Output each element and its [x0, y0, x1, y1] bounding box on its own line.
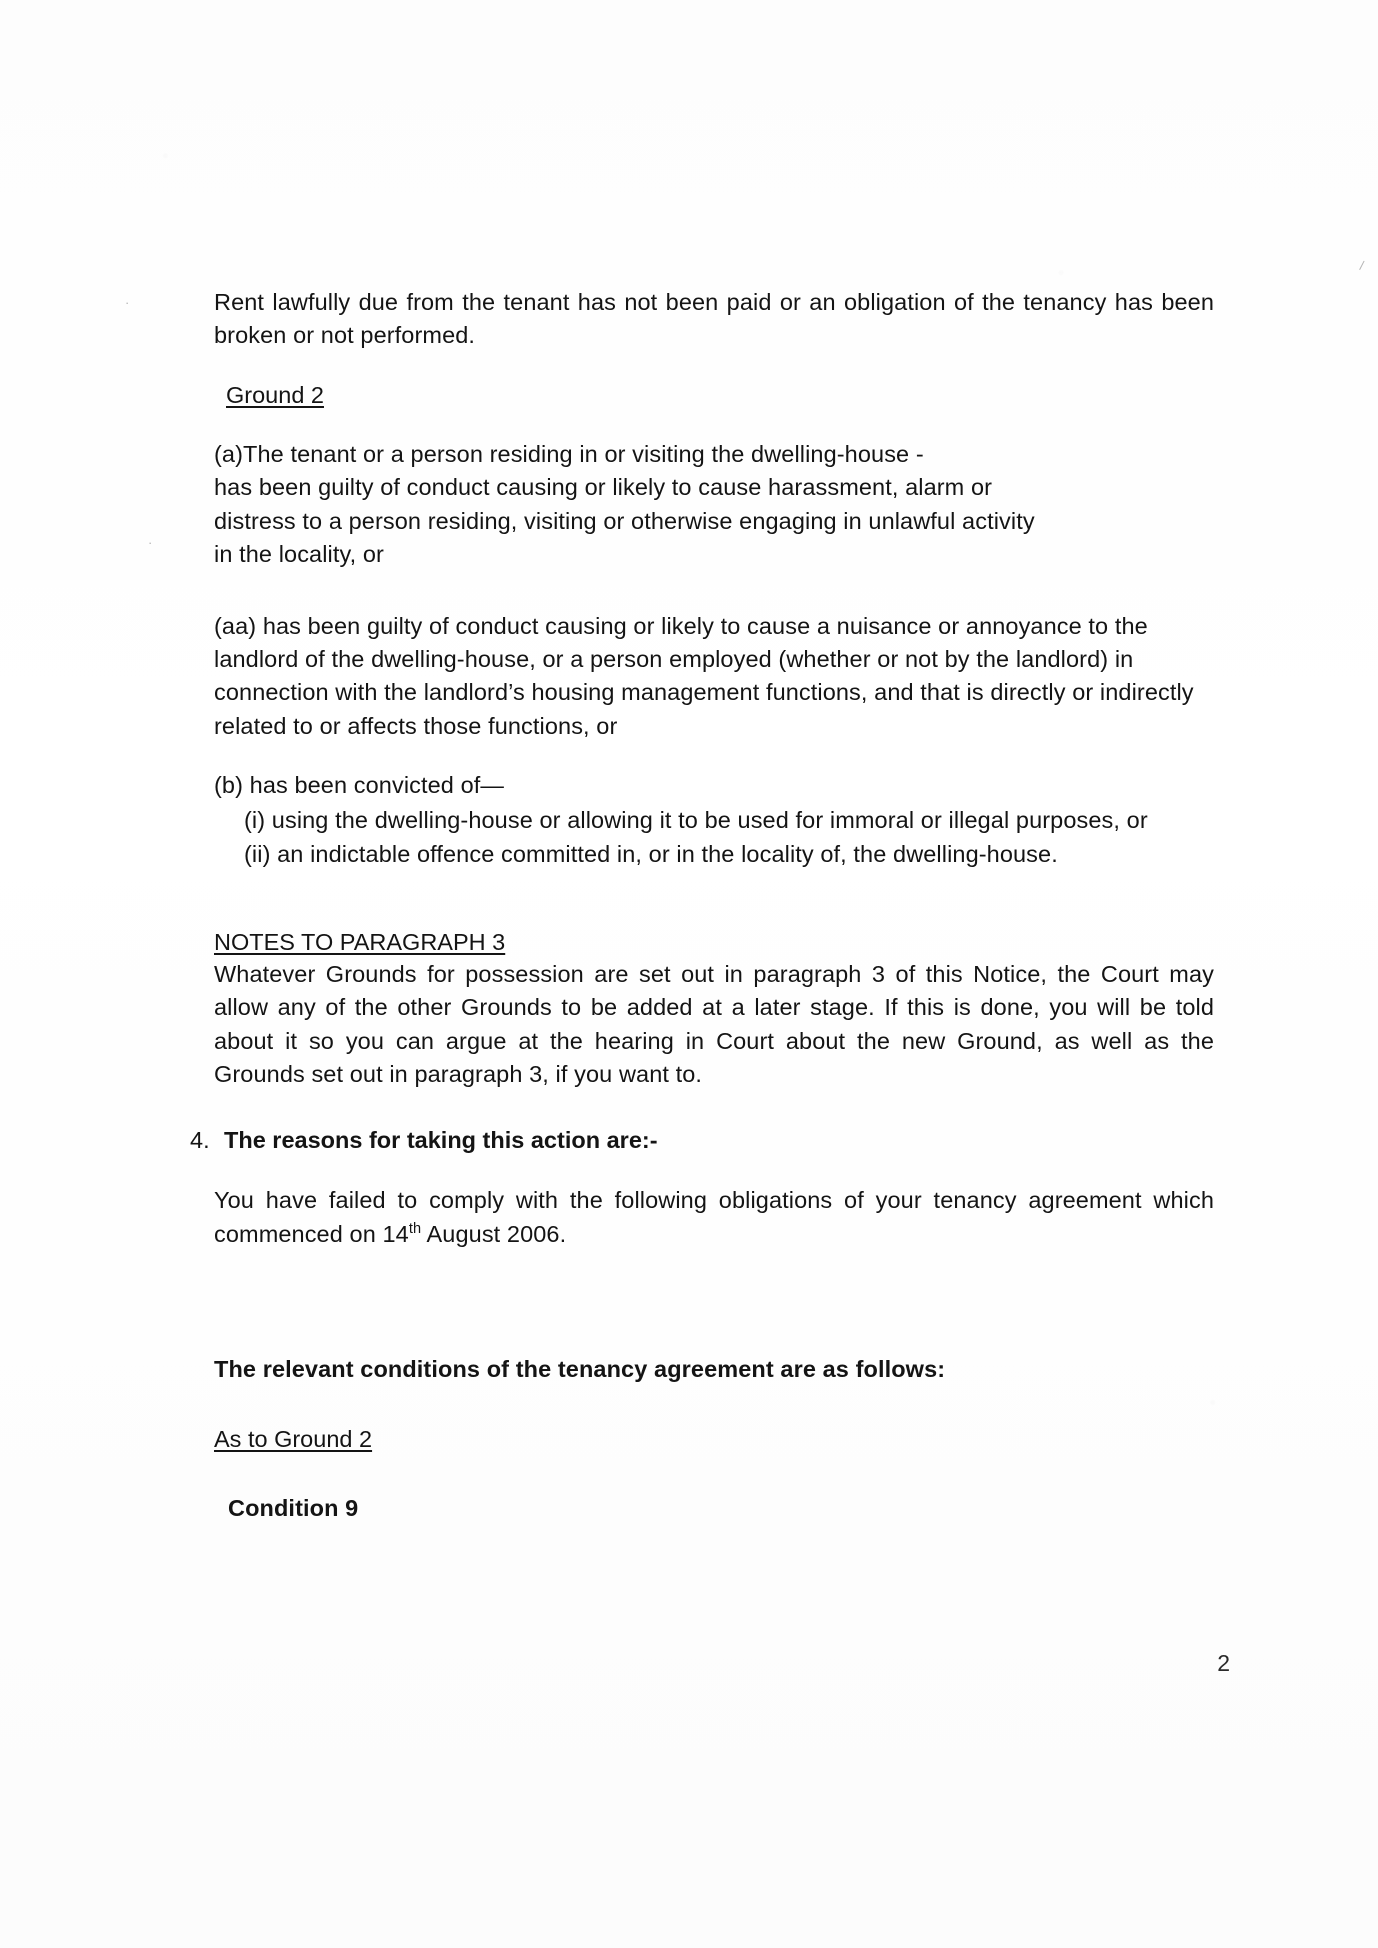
relevant-conditions-heading: The relevant conditions of the tenancy agreement are as follows: [214, 1356, 946, 1383]
page-number: 2 [1217, 1650, 1230, 1676]
item-4-body-before: You have failed to comply with the following obligations of your tenancy agreement which commenced on 14 [214, 1187, 1214, 1247]
notes-to-paragraph-3-title: NOTES TO PARAGRAPH 3 [214, 929, 506, 956]
ground-2-part-a-line-1: (a)The tenant or a person residing in or visiting the dwelling-house - [214, 441, 924, 468]
spacer [214, 1315, 1214, 1353]
spacer [214, 572, 1214, 610]
item-4-body-after: August 2006. [421, 1220, 567, 1247]
ground-2-part-a-line-3: distress to a person residing, visiting or otherwise engaging in unlawful activity [214, 507, 1035, 534]
spacer [214, 871, 1214, 909]
document-body [190, 286, 1214, 1551]
ground-2-part-a-line-4: in the locality, or [214, 541, 384, 568]
item-4-heading-text: The reasons for taking this action are:- [224, 1127, 658, 1154]
item-4-body [214, 1184, 1214, 1251]
as-to-ground-2-heading: As to Ground 2 [214, 1425, 373, 1452]
ground-2-part-b-item-i: (i) using the dwelling-house or allowing it to be used for immoral or illegal purposes, or [244, 807, 1148, 834]
spacer [214, 1413, 1214, 1423]
spacer [214, 909, 1214, 929]
ground-2-part-a-line-2: has been guilty of conduct causing or likely to cause harassment, alarm or [214, 474, 993, 501]
scan-artifact: · [148, 535, 153, 550]
condition-9-label: Condition 9 [228, 1494, 359, 1521]
ground-2-part-a [214, 438, 1214, 571]
spacer [214, 1117, 1214, 1127]
ground-2-part-aa: (aa) has been guilty of conduct causing or likely to cause a nuisance or annoyance to the landlord of the dwelling-house, or a person employed (whether or not by the landlord) in connection with the landlord’s housing management functions, and that is directly or indirectly related to or affects those functions, or [214, 612, 1194, 739]
ground-2-part-b-item-ii: (ii) an indictable offence committed in, or in the locality of, the dwelling-house. [244, 840, 1058, 867]
scan-artifact: · [125, 295, 130, 310]
rent-clause-paragraph: Rent lawfully due from the tenant has not been paid or an obligation of the tenancy has been broken or not performed. [214, 289, 1214, 349]
item-4-heading [190, 1127, 1214, 1154]
item-4-number: 4. [190, 1127, 210, 1154]
spacer [214, 1482, 1214, 1492]
scan-artifact: / [1358, 257, 1366, 274]
ground-2-heading: Ground 2 [226, 381, 324, 408]
notes-to-paragraph-3-body: Whatever Grounds for possession are set out in paragraph 3 of this Notice, the Court may allow any of the other Grounds to be added at a later stage. If this is done, you will be told about it so you can argue at the hearing in Court about the new Ground, as well as the Grounds set out in paragraph 3, if you want to. [214, 961, 1214, 1088]
ground-2-part-b: (b) has been convicted of— [214, 771, 504, 798]
spacer [214, 1277, 1214, 1315]
ordinal-suffix: th [408, 1221, 422, 1237]
